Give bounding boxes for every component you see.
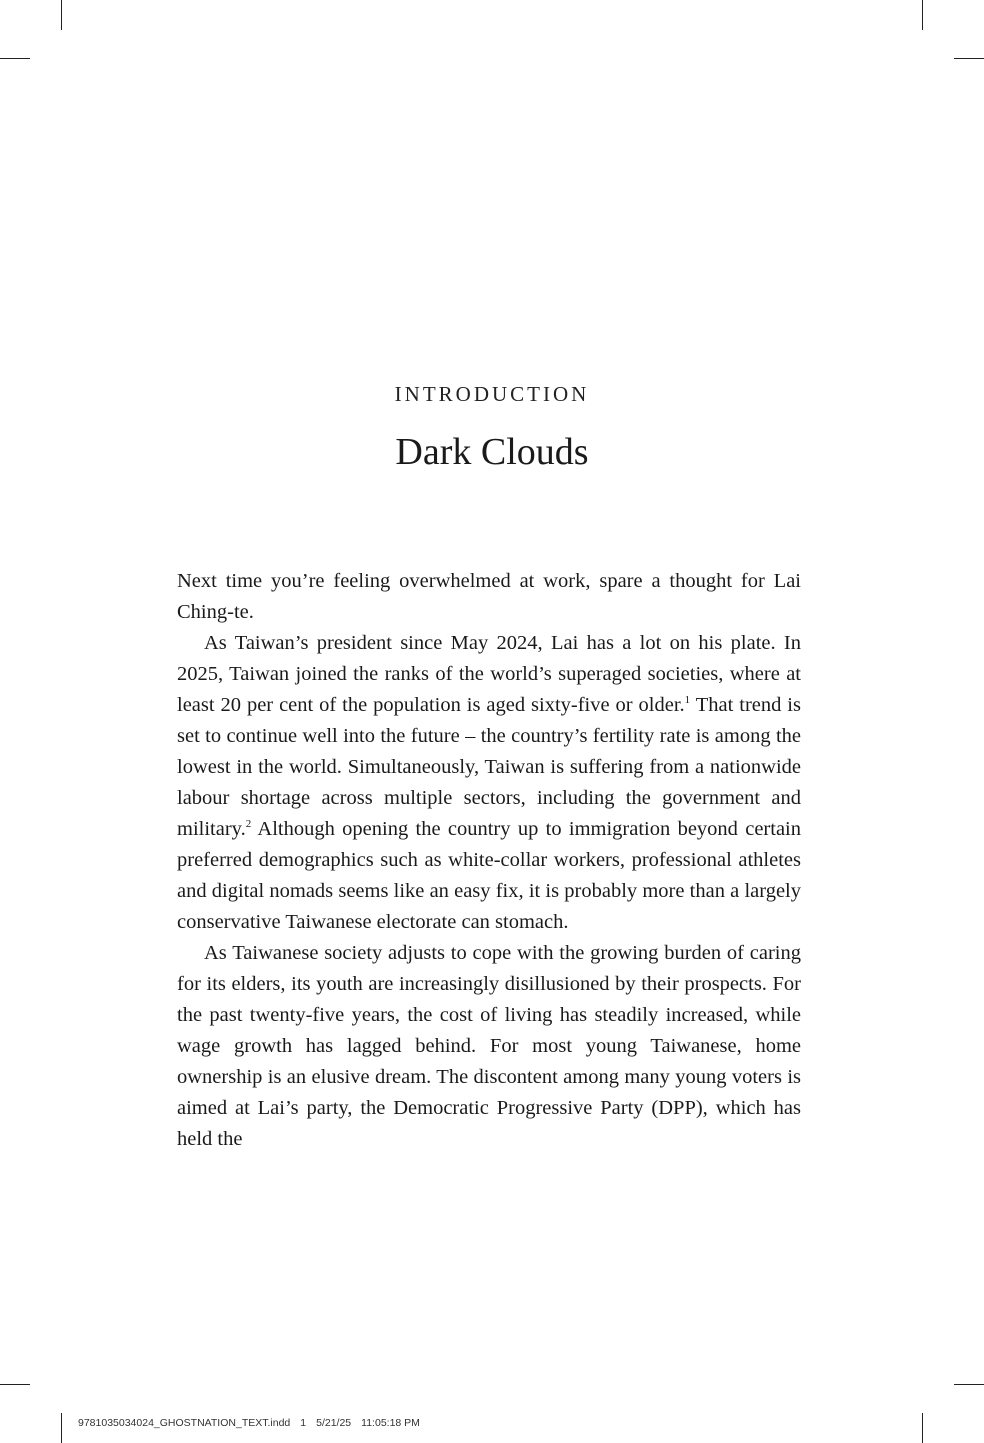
paragraph-2-part-a: As Taiwan’s president since May 2024, Lai has a lot on his plate. In 2025, Taiwan joined the ranks of the world’s superaged societies, where at least 20 per cent of the population is aged sixty-five or older. — [177, 632, 801, 716]
body-text — [177, 566, 801, 1155]
slug-date: 5/21/25 — [316, 1417, 352, 1429]
crop-mark-top-right-h — [954, 58, 984, 59]
printer-slug — [78, 1417, 430, 1429]
crop-mark-bottom-right-h — [954, 1384, 984, 1385]
footnote-ref-2[interactable]: 2 — [245, 818, 252, 830]
crop-mark-bottom-left-h — [0, 1384, 30, 1385]
paragraph-2-part-c: Although opening the country up to immigration beyond certain preferred demographics such as white-collar workers, professional athletes and digital nomads seems like an easy fix, it is probably more than a largely conservative Taiwanese electorate can stomach. — [177, 818, 801, 933]
crop-mark-top-left-h — [0, 58, 30, 59]
crop-mark-top-right — [922, 0, 923, 30]
paragraph-2 — [177, 628, 801, 938]
chapter-title: Dark Clouds — [395, 431, 589, 473]
crop-mark-bottom-right — [922, 1413, 923, 1443]
slug-file: 9781035034024_GHOSTNATION_TEXT.indd — [78, 1417, 291, 1429]
footnote-ref-1[interactable]: 1 — [684, 694, 691, 706]
crop-mark-bottom-left — [61, 1413, 62, 1443]
slug-time: 11:05:18 PM — [361, 1417, 420, 1429]
paragraph-2-part-b: That trend is set to continue well into the future – the country’s fertility rate is among the lowest in the world. Simultaneously, Taiwan is suffering from a nationwide labour shortage across multiple sectors, including the government and military. — [177, 694, 801, 840]
chapter-label: INTRODUCTION — [394, 382, 590, 406]
paragraph-3: As Taiwanese society adjusts to cope with the growing burden of caring for its elders, its youth are increasingly disillusioned by their prospects. For the past twenty-five years, the cost of living has steadily increased, while wage growth has lagged behind. For most young Taiwanese, home ownership is an elusive dream. The discontent among many young voters is aimed at Lai’s party, the Democratic Progressive Party (DPP), which has held the — [177, 942, 801, 1150]
paragraph-1: Next time you’re feeling overwhelmed at work, spare a thought for Lai Ching-te. — [177, 570, 801, 623]
slug-page: 1 — [300, 1417, 307, 1429]
crop-mark-top-left — [61, 0, 62, 30]
